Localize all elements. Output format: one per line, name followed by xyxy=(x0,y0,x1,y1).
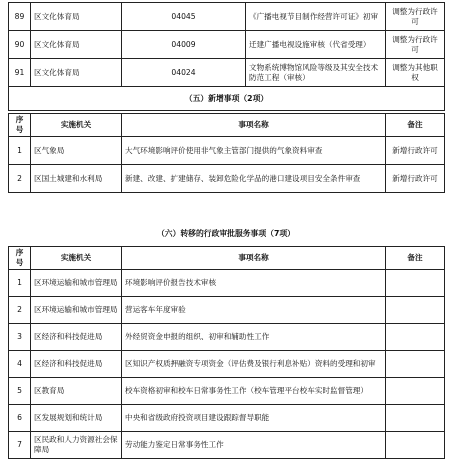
row-number: 5 xyxy=(9,378,31,405)
table-header-row xyxy=(9,114,445,137)
row-number: 90 xyxy=(9,31,31,59)
table-header-row xyxy=(9,247,445,270)
table-row xyxy=(9,351,445,378)
implementing-agency: 区民政和人力资源社会保障局 xyxy=(31,432,122,459)
item-note: 调整为行政许可 xyxy=(386,3,445,31)
header-org: 实施机关 xyxy=(31,114,122,137)
item-code: 04045 xyxy=(122,3,246,31)
header-name: 事项名称 xyxy=(122,114,386,137)
item-name: 环境影响评价报告技术审核 xyxy=(122,270,386,297)
transferred-items-table xyxy=(8,246,445,459)
table-row xyxy=(9,165,445,193)
new-items-table xyxy=(8,113,445,193)
row-number: 1 xyxy=(9,270,31,297)
row-number: 3 xyxy=(9,324,31,351)
item-code: 04024 xyxy=(122,59,246,87)
item-note xyxy=(386,432,445,459)
implementing-agency: 区发展规划和统计局 xyxy=(31,405,122,432)
implementing-agency: 区文化体育局 xyxy=(31,59,122,87)
approval-items-table xyxy=(8,2,445,111)
implementing-agency: 区教育局 xyxy=(31,378,122,405)
row-number: 91 xyxy=(9,59,31,87)
item-name: 营运客车年度审验 xyxy=(122,297,386,324)
row-number: 89 xyxy=(9,3,31,31)
row-number: 1 xyxy=(9,137,31,165)
item-code: 04009 xyxy=(122,31,246,59)
item-name: 中央和省级政府投资项目建设跟踪督导职能 xyxy=(122,405,386,432)
item-name: 外经贸资金申报的组织、初审和辅助性工作 xyxy=(122,324,386,351)
item-name: 大气环境影响评价使用非气象主管部门提供的气象资料审查 xyxy=(122,137,386,165)
header-name: 事项名称 xyxy=(122,247,386,270)
row-number: 6 xyxy=(9,405,31,432)
item-note xyxy=(386,297,445,324)
item-note: 新增行政许可 xyxy=(386,137,445,165)
item-note: 新增行政许可 xyxy=(386,165,445,193)
implementing-agency: 区环境运输和城市管理局 xyxy=(31,270,122,297)
table-row xyxy=(9,31,445,59)
section5-title: （五）新增事项（2项） xyxy=(9,87,445,111)
section-title-row xyxy=(9,87,445,111)
item-note xyxy=(386,378,445,405)
table-row xyxy=(9,59,445,87)
table-row xyxy=(9,378,445,405)
item-note: 调整为行政许可 xyxy=(386,31,445,59)
row-number: 7 xyxy=(9,432,31,459)
table-row xyxy=(9,324,445,351)
row-number: 2 xyxy=(9,165,31,193)
item-note xyxy=(386,351,445,378)
header-no: 序号 xyxy=(9,247,31,270)
implementing-agency: 区国土城建和水利局 xyxy=(31,165,122,193)
item-name: 迁建广播电视设施审核（代省受理） xyxy=(246,31,386,59)
item-name: 劳动能力鉴定日常事务性工作 xyxy=(122,432,386,459)
header-org: 实施机关 xyxy=(31,247,122,270)
implementing-agency: 区气象局 xyxy=(31,137,122,165)
item-note: 调整为其他职权 xyxy=(386,59,445,87)
implementing-agency: 区经济和科技促进局 xyxy=(31,351,122,378)
table-row xyxy=(9,405,445,432)
item-name: 区知识产权质押融资专项资金（评估费及银行利息补贴）资料的受理和初审 xyxy=(122,351,386,378)
implementing-agency: 区文化体育局 xyxy=(31,3,122,31)
implementing-agency: 区文化体育局 xyxy=(31,31,122,59)
table-row xyxy=(9,432,445,459)
implementing-agency: 区环境运输和城市管理局 xyxy=(31,297,122,324)
table-row xyxy=(9,297,445,324)
header-note: 备注 xyxy=(386,114,445,137)
table-row xyxy=(9,270,445,297)
row-number: 2 xyxy=(9,297,31,324)
section6-title: （六）转移的行政审批服务事项（7项） xyxy=(157,229,295,238)
item-note xyxy=(386,405,445,432)
header-note: 备注 xyxy=(386,247,445,270)
implementing-agency: 区经济和科技促进局 xyxy=(31,324,122,351)
table-row xyxy=(9,137,445,165)
item-name: 文物系统博物馆风险等级及其安全技术防范工程（审核） xyxy=(246,59,386,87)
header-no: 序号 xyxy=(9,114,31,137)
item-note xyxy=(386,324,445,351)
item-name: 校车资格初审和校车日常事务性工作（校车管理平台校车实时监督管理） xyxy=(122,378,386,405)
row-number: 4 xyxy=(9,351,31,378)
table-row xyxy=(9,3,445,31)
item-name: 《广播电视节目制作经营许可证》初审 xyxy=(246,3,386,31)
item-note xyxy=(386,270,445,297)
item-name: 新建、改建、扩建储存、装卸危险化学品的港口建设项目安全条件审查 xyxy=(122,165,386,193)
